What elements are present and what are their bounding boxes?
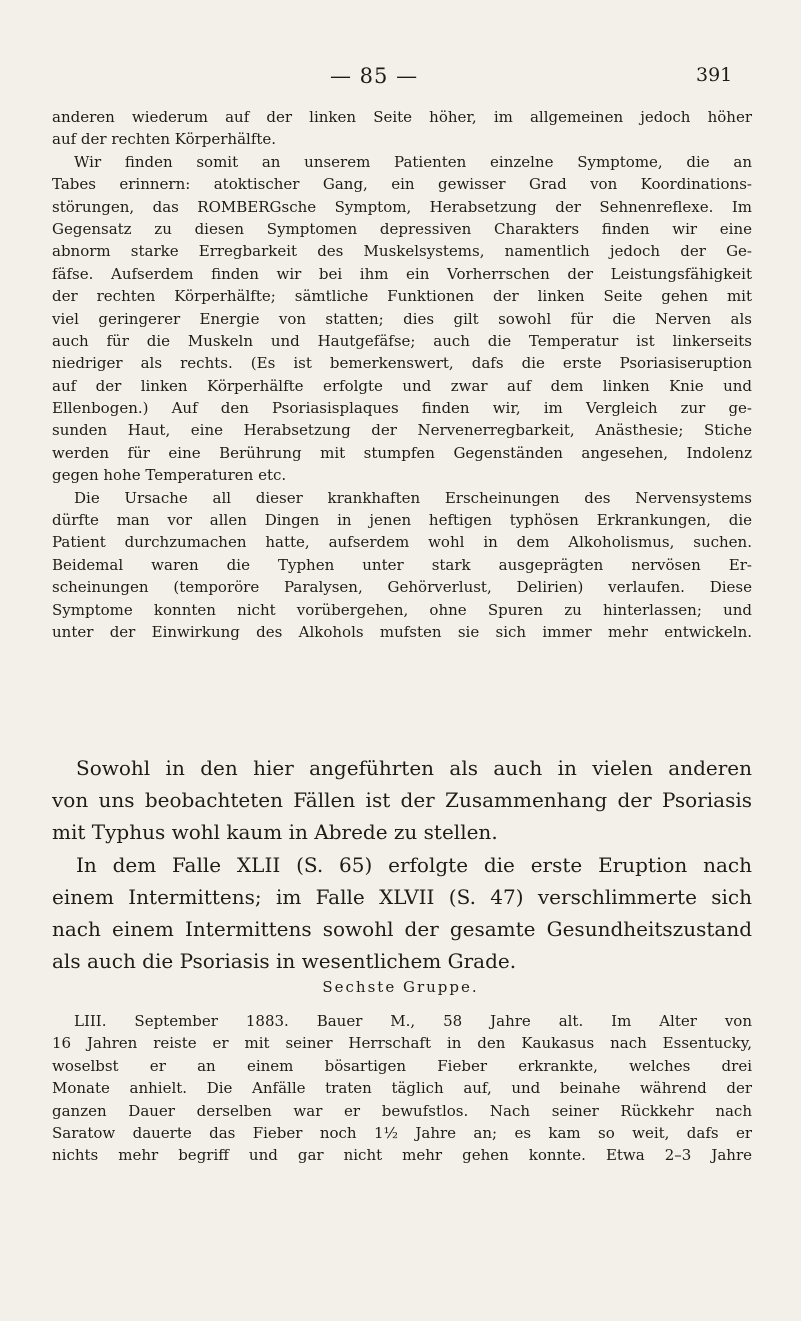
text-line: Patient durchzumachen hatte, aufserdem wohl in dem Alkoholismus, suchen.	[52, 533, 752, 552]
text-line: abnorm starke Erregbarkeit des Muskelsystems, namentlich jedoch der Ge-	[52, 242, 752, 261]
text-line: auf der rechten Körperhälfte.	[52, 130, 277, 149]
text-line: fäfse. Aufserdem finden wir bei ihm ein Vorherrschen der Leistungsfähigkeit	[52, 264, 752, 283]
text-line: werden für eine Berührung mit stumpfen Gegenständen angesehen, Indolenz	[52, 443, 752, 462]
text-line: auf der linken Körperhälfte erfolgte und zwar auf dem linken Knie und	[52, 376, 752, 395]
text-line: niedriger als rechts. (Es ist bemerkenswert, dafs die erste Psoriasiseruption	[52, 354, 752, 373]
paragraph-block-3	[52, 1010, 752, 1167]
text-line: Gegensatz zu diesen Symptomen depressiven Charakters finden wir eine	[52, 219, 752, 238]
text-line: scheinungen (temporöre Paralysen, Gehörverlust, Delirien) verlaufen. Diese	[52, 578, 752, 597]
text-line: viel geringerer Energie von statten; dies gilt sowohl für die Nerven als	[52, 309, 752, 328]
paragraph-block-1	[52, 106, 752, 643]
page-number: — 85 —	[330, 64, 419, 88]
paragraph-block-2	[52, 752, 752, 977]
text-line: mit Typhus wohl kaum in Abrede zu stellen.	[52, 820, 498, 845]
section-heading: Sechste Gruppe.	[322, 978, 479, 996]
text-line: Symptome konnten nicht vorübergehen, ohne Spuren zu hinterlassen; und	[52, 600, 752, 619]
text-line: einem Intermittens; im Falle XLVII (S. 47) verschlimmerte sich	[52, 884, 752, 909]
text-line: In dem Falle XLII (S. 65) erfolgte die erste Eruption nach	[76, 852, 752, 877]
text-line: Saratow dauerte das Fieber noch 1½ Jahre an; es kam so weit, dafs er	[52, 1123, 752, 1142]
text-line: anderen wiederum auf der linken Seite höher, im allgemeinen jedoch höher	[52, 108, 752, 126]
text-line: dürfte man vor allen Dingen in jenen heftigen typhösen Erkrankungen, die	[52, 511, 752, 530]
text-line: Tabes erinnern: atoktischer Gang, ein gewisser Grad von Koordinations-	[52, 175, 752, 194]
text-line: störungen, das ROMBERGsche Symptom, Herabsetzung der Sehnenreflexe. Im	[52, 197, 752, 216]
text-line: Ellenbogen.) Auf den Psoriasisplaques finden wir, im Vergleich zur ge-	[52, 399, 752, 418]
text-line: woselbst er an einem bösartigen Fieber erkrankte, welches drei	[52, 1056, 752, 1075]
text-line: sunden Haut, eine Herabsetzung der Nervenerregbarkeit, Anästhesie; Stiche	[52, 421, 752, 440]
text-line: Monate anhielt. Die Anfälle traten täglich auf, und beinahe während der	[52, 1079, 752, 1098]
text-line: Sowohl in den hier angeführten als auch in vielen anderen	[76, 756, 752, 780]
text-line: gegen hohe Temperaturen etc.	[52, 466, 287, 485]
text-line: nichts mehr begriff und gar nicht mehr gehen konnte. Etwa 2–3 Jahre	[52, 1146, 752, 1165]
text-line: unter der Einwirkung des Alkohols mufsten sie sich immer mehr entwickeln.	[52, 622, 752, 641]
text-line: LIII. September 1883. Bauer M., 58 Jahre alt. Im Alter von	[74, 1012, 752, 1030]
text-line: 16 Jahren reiste er mit seiner Herrschaft in den Kaukasus nach Essentucky,	[52, 1034, 752, 1053]
text-line: als auch die Psoriasis in wesentlichem Grade.	[52, 949, 517, 974]
text-line: Wir finden somit an unserem Patienten einzelne Symptome, die an	[74, 152, 752, 171]
text-line: ganzen Dauer derselben war er bewufstlos. Nach seiner Rückkehr nach	[52, 1101, 752, 1120]
text-line: Die Ursache all dieser krankhaften Erscheinungen des Nervensystems	[74, 488, 752, 507]
page-number-right: 391	[696, 64, 733, 86]
text-line: der rechten Körperhälfte; sämtliche Funktionen der linken Seite gehen mit	[52, 287, 752, 306]
text-line: Beidemal waren die Typhen unter stark ausgeprägten nervösen Er-	[52, 555, 752, 574]
text-line: nach einem Intermittens sowohl der gesamte Gesundheitszustand	[52, 916, 752, 941]
text-line: auch für die Muskeln und Hautgefäfse; auch die Temperatur ist linkerseits	[52, 331, 752, 350]
text-line: von uns beobachteten Fällen ist der Zusammenhang der Psoriasis	[52, 788, 752, 813]
